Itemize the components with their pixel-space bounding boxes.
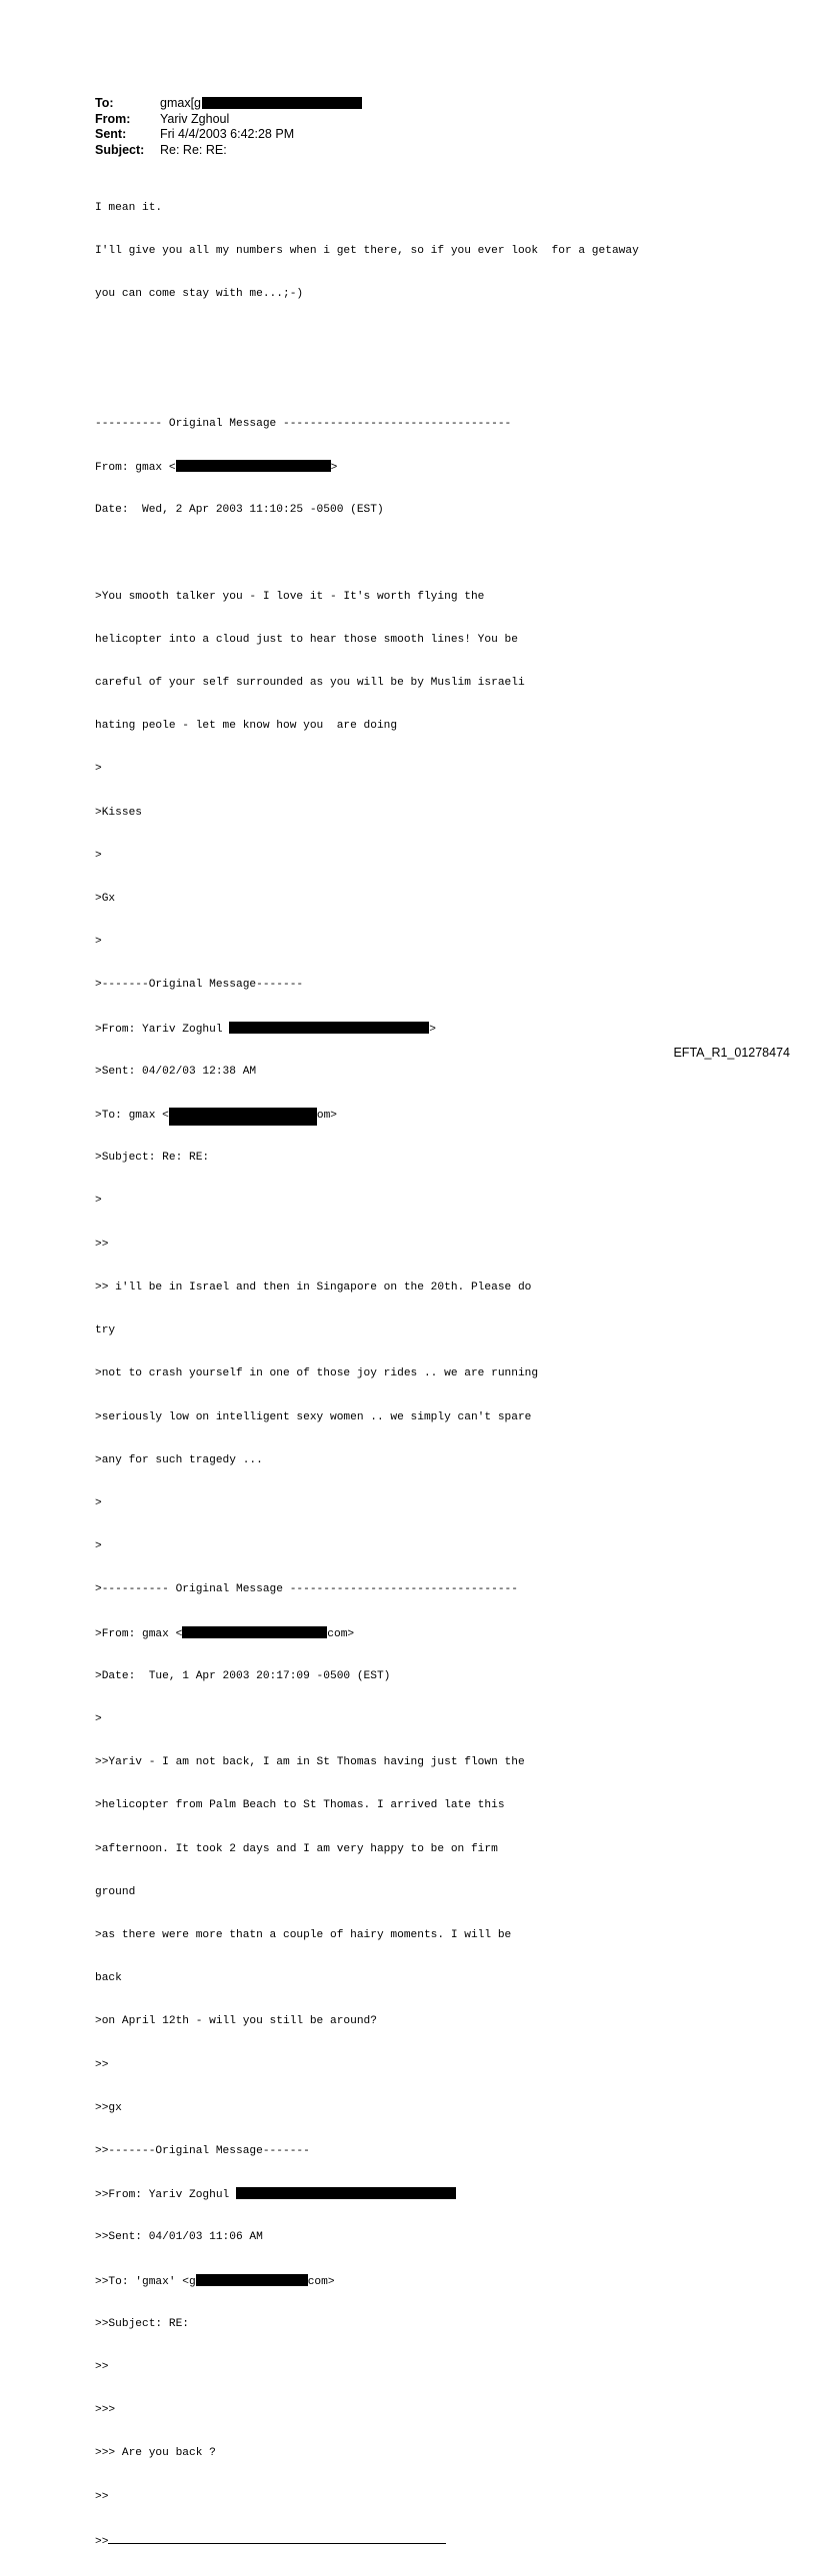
body-line: >Gx [95,893,116,906]
line-text: com> [327,1627,355,1640]
subject-label: Subject: [95,142,145,157]
underline-rule [108,2533,446,2544]
body-line: > [95,1195,102,1208]
sent-value: Fri 4/4/2003 6:42:28 PM [160,127,295,141]
body-line: >>> [95,2404,116,2417]
body-line: you can come stay with me...;-) [95,288,304,301]
body-line: >> [95,2490,109,2503]
quoted-subject-line: >>Subject: RE: [95,2317,189,2330]
body-line: >>Yariv - I am not back, I am in St Thomas having just flown the [95,1756,525,1769]
body-line: >on April 12th - will you still be around? [95,2015,377,2028]
original-message-divider: >---------- Original Message ---------------------------------- [95,1583,518,1596]
to-value [160,96,362,112]
quoted-date-line: Date: Wed, 2 Apr 2003 11:10:25 -0500 (EST) [95,504,384,517]
body-line: > [95,936,102,949]
quoted-from-line [95,1022,639,1036]
body-line: >as there were more thatn a couple of hairy moments. I will be [95,1928,512,1941]
quoted-sent-line: >Sent: 04/02/03 12:38 AM [95,1065,257,1078]
body-line: hating peole - let me know how you are doing [95,720,398,733]
body-line: > [95,763,102,776]
subject-row [95,143,362,159]
body-line: >> [95,2058,109,2071]
body-line: >> [95,2360,109,2373]
line-text: com> [307,2275,335,2288]
sent-row [95,127,362,143]
line-text: >>To: 'gmax' <g [95,2275,196,2288]
original-message-divider: >-------Original Message------- [95,979,304,992]
body-line: try [95,1324,116,1337]
quoted-to-line [95,1108,639,1122]
body-line: ground [95,1885,136,1898]
original-message-divider: ---------- Original Message ---------------------------------- [95,417,512,430]
email-header-block [95,96,362,158]
line-text: From: gmax < [95,462,176,475]
body-line: >seriously low on intelligent sexy women .. we simply can't spare [95,1410,532,1423]
line-text: >From: Yariv Zoghul [95,1023,230,1036]
email-body [95,172,639,2576]
from-value: Yariv Zghoul [160,111,230,126]
quoted-from-line [95,1626,639,1640]
line-text: > [330,462,338,475]
body-line: >helicopter from Palm Beach to St Thomas. I arrived late this [95,1799,505,1812]
quoted-from-line [95,2187,639,2201]
body-line: > [95,1540,102,1553]
body-line: >not to crash yourself in one of those joy rides .. we are running [95,1367,539,1380]
line-text: >To: gmax < [95,1110,169,1123]
quoted-sent-line: >>Sent: 04/01/03 11:06 AM [95,2231,263,2244]
line-text: om> [316,1110,338,1123]
quoted-from-line [95,460,639,474]
body-line: I'll give you all my numbers when i get there, so if you ever look for a getaway [95,245,639,258]
body-line: >>gx [95,2101,122,2114]
body-line: > [95,849,102,862]
quoted-subject-line: >Subject: Re: RE: [95,1152,210,1165]
body-line: I mean it. [95,201,163,214]
redaction-bar [182,1626,327,1638]
signature-rule-line [95,2533,639,2547]
body-line: >any for such tragedy ... [95,1453,263,1466]
body-line [95,374,639,388]
subject-value: Re: Re: RE: [160,142,227,157]
redaction-bar [202,97,362,109]
line-text: >From: gmax < [95,1627,183,1640]
redaction-bar [229,1022,429,1034]
line-text: >> [95,2535,109,2548]
body-line: > [95,1712,102,1725]
to-label: To: [95,96,114,110]
to-row [95,96,362,112]
body-line: >You smooth talker you - I love it - It's worth flying the [95,590,485,603]
sent-label: Sent: [95,127,127,141]
redaction-bar [176,460,331,472]
line-text: >>From: Yariv Zoghul [95,2189,236,2202]
from-row [95,112,362,128]
quoted-date-line: >Date: Tue, 1 Apr 2003 20:17:09 -0500 (EST) [95,1669,391,1682]
quoted-to-line [95,2274,639,2288]
redaction-bar [169,1108,317,1126]
redaction-bar [236,2187,456,2199]
body-line: back [95,1972,122,1985]
to-value-text: gmax[g [160,96,201,110]
body-line: >afternoon. It took 2 days and I am very happy to be on firm [95,1842,498,1855]
body-line: >> i'll be in Israel and then in Singapore on the 20th. Please do [95,1281,532,1293]
document-id: EFTA_R1_01278474 [673,1046,790,1060]
body-line: >>> Are you back ? [95,2447,216,2460]
from-label: From: [95,111,131,126]
body-line: careful of your self surrounded as you will be by Muslim israeli [95,677,525,690]
line-text: > [429,1023,436,1036]
body-line [95,330,639,344]
redaction-bar [196,2274,308,2286]
body-line: >> [95,1238,109,1251]
body-line [95,546,639,560]
original-message-divider: >>-------Original Message------- [95,2144,310,2157]
body-line: > [95,1496,102,1509]
body-line: >Kisses [95,806,142,819]
body-line: helicopter into a cloud just to hear those smooth lines! You be [95,633,518,646]
